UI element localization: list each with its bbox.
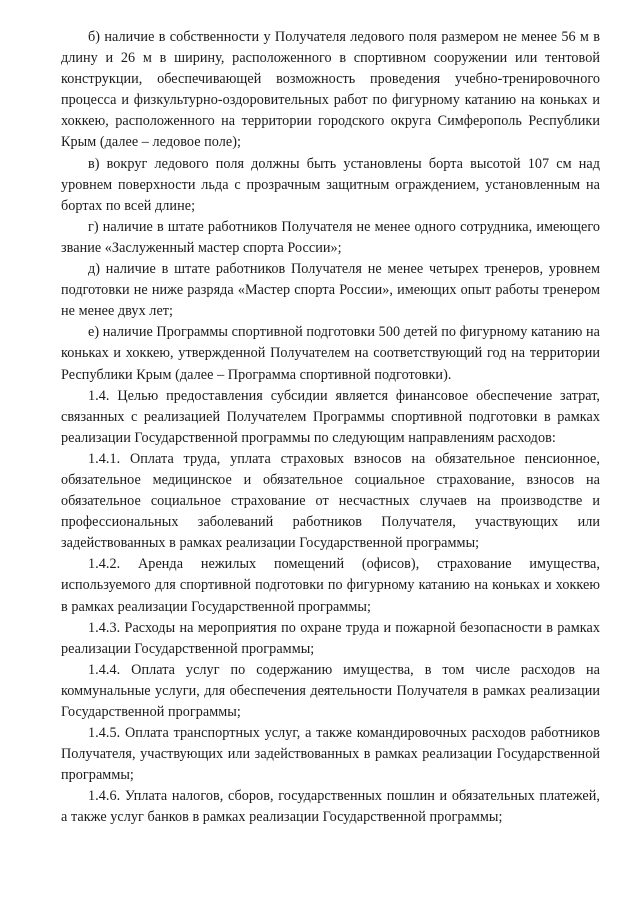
paragraph-e: е) наличие Программы спортивной подготовки 500 детей по фигурному катанию на коньках и хоккею, утвержденной Получателем на соответствующий год на территории Республики Крым (далее – Программа спортивной подготовки). [61, 324, 600, 383]
paragraph-g: г) наличие в штате работников Получателя не менее одного сотрудника, имеющего звание «Заслуженный мастер спорта России»; [61, 218, 600, 256]
paragraph-1-4: 1.4. Целью предоставления субсидии является финансовое обеспечение затрат, связанных с реализацией Получателем Программы спортивной подготовки в рамках реализации Государственной программы по следующим направлениям расходов: [61, 387, 600, 446]
paragraph-1-4-6: 1.4.6. Уплата налогов, сборов, государственных пошлин и обязательных платежей, а также услуг банков в рамках реализации Государственной программы; [61, 788, 600, 826]
paragraph-1-4-1: 1.4.1. Оплата труда, уплата страховых взносов на обязательное пенсионное, обязательное медицинское и обязательное социальное страхование, взносов на обязательное социальное страхование от несчастных случаев на производстве и профессиональных заболеваний работников Получателя, участвующих или задействованных в рамках реализации Государственной программы; [61, 450, 600, 552]
paragraph-b: б) наличие в собственности у Получателя ледового поля размером не менее 56 м в длину и 26 м в ширину, расположенного в спортивном сооружении или тентовой конструкции, обеспечивающей возможность проведения учебно-тренировочного процесса и физкультурно-оздоровительных работ по фигурному катанию на коньках и хоккею, расположенного на территории городского округа Симферополь Республики Крым (далее – ледовое поле); [61, 29, 600, 151]
paragraph-1-4-4: 1.4.4. Оплата услуг по содержанию имущества, в том числе расходов на коммунальные услуги, для обеспечения деятельности Получателя в рамках реализации Государственной программы; [61, 661, 600, 720]
paragraph-1-4-2: 1.4.2. Аренда нежилых помещений (офисов), страхование имущества, используемого для спортивной подготовки по фигурному катанию на коньках и хоккею в рамках реализации Государственной программы; [61, 556, 600, 615]
paragraph-1-4-3: 1.4.3. Расходы на мероприятия по охране труда и пожарной безопасности в рамках реализации Государственной программы; [61, 619, 600, 657]
paragraph-d: д) наличие в штате работников Получателя не менее четырех тренеров, уровнем подготовки не ниже разряда «Мастер спорта России», имеющих опыт работы тренером не менее двух лет; [61, 261, 600, 320]
paragraph-v: в) вокруг ледового поля должны быть установлены борта высотой 107 см над уровнем поверхности льда с прозрачным защитным ограждением, установленным на бортах по всей длине; [61, 155, 600, 214]
paragraph-1-4-5: 1.4.5. Оплата транспортных услуг, а также командировочных расходов работников Получателя, участвующих или задействованных в рамках реализации Государственной программы; [61, 725, 600, 784]
